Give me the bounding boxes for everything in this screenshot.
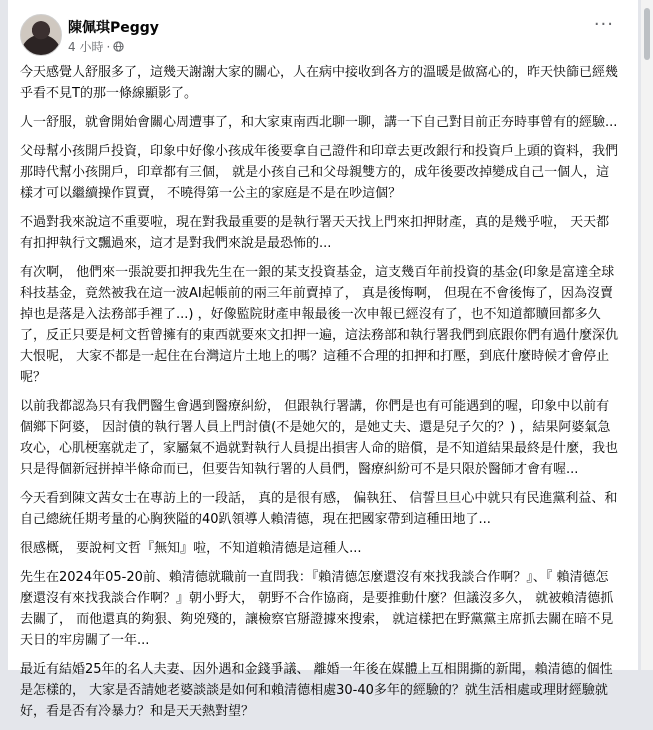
post-meta bbox=[68, 38, 124, 55]
post-time[interactable]: 4 小時 bbox=[68, 40, 104, 54]
post-paragraph: 今天感覺人舒服多了，這幾天謝謝大家的關心，人在病中接收到各方的溫暖是做窩心的，昨天快篩已經幾乎看不見T的那一條線顯影了。 bbox=[20, 65, 619, 101]
post-paragraph: 人一舒服，就會開始會關心周遭事了，和大家東南西北聊一聊，講一下自己對目前正夯時事曾有的經驗... bbox=[20, 115, 618, 130]
post-paragraph: 先生在2024年05-20前、賴清德就職前一直問我：『賴清德怎麼還沒有來找我談合作啊？』、『 賴清德怎麼還沒有來找我談合作啊？』朝小野大， 朝野不合作協商，是要推動什麼？但議沒多久， 就被賴清德抓去關了， 而他還真的夠狠、夠兇殘的，讓檢察官掰證據來搜索， 就這樣把在野黨黨主席抓去關在暗不見天日的牢房關了一年... bbox=[20, 570, 614, 648]
post-paragraph: 有次啊， 他們來一張說要扣押我先生在一銀的某支投資基金，這支幾百年前投資的基金(印象是富達全球科技基金，竟然被我在這一波AI起帳前的兩三年前賣掉了， 真是後悔啊， 但現在不會後悔了，因為沒賣掉也是落是入法務部手裡了...) ，好像監院財產申報最後一次申報已經沒有了，也不知道都贖回都多久了，反正只要是柯文哲曾擁有的東西就要來文扣押一遍，這法務部和執行署我們到底跟你們有過什麼深仇大恨呢， 大家不都是一起住在台灣這片土地上的嗎？這種不合理的扣押和打壓，到底什麼時候才會停止呢？ bbox=[20, 265, 619, 385]
post-paragraph: 今天看到陳文茜女士在專訪上的一段話， 真的是很有感， 偏執狂、 信誓旦旦心中就只有民進黨利益、和自己總統任期考量的心胸狹隘的40趴領導人賴清德，現在把國家帶到這種田地了... bbox=[20, 491, 618, 527]
post-paragraph: 不過對我來說這不重要啦，現在對我最重要的是執行署天天找上門來扣押財產，真的是幾乎啦， 天天都有扣押執行文飄過來，這才是對我們來說是最恐怖的... bbox=[20, 215, 610, 251]
more-options-icon[interactable]: ··· bbox=[593, 14, 614, 35]
post-card bbox=[8, 0, 638, 719]
post-paragraph: 父母幫小孩開戶投資，印象中好像小孩成年後要拿自己證件和印章去更改銀行和投資戶上頭的資料，我們那時代幫小孩開戶，印章都有三個， 就是小孩自己和父母親雙方的，成年後要改掉變成自己一個人，這樣才可以繼續操作買賣， 不曉得第一公主的家庭是不是在吵這個？ bbox=[20, 144, 619, 201]
post-body bbox=[20, 62, 618, 730]
post-paragraph: 很感概， 要說柯文哲『無知』啦，不知道賴清德是這種人... bbox=[20, 541, 362, 556]
scrollbar-thumb[interactable] bbox=[644, 8, 650, 60]
globe-icon[interactable] bbox=[113, 41, 124, 52]
author-name[interactable]: 陳佩琪Peggy bbox=[68, 20, 159, 36]
meta-separator: · bbox=[106, 39, 111, 54]
avatar[interactable] bbox=[20, 14, 62, 56]
post-paragraph: 最近有結婚25年的名人夫妻、因外遇和金錢爭議、 離婚一年後在媒體上互相開撕的新聞，賴清德的個性是怎樣的， 大家是否請她老婆談談是如何和賴清德相處30-40多年的經驗的？就生活相處或理財經驗就好，看是否有冷暴力？和是天天熱對望？ bbox=[20, 662, 613, 719]
post-paragraph: 以前我都認為只有我們醫生會遇到醫療糾紛， 但跟執行署講，你們是也有可能遇到的喔，印象中以前有個鄉下阿婆， 因討債的執行署人員上門討債(不是她欠的，是她丈夫、還是兒子欠的？) ，結果阿婆氣急攻心，心肌梗塞就走了，家屬氣不過就對執行人員提出損害人命的賠償，是不知道結果最終是什麼，我也只是得個新冠拼掉半條命而已，但要告知執行署的人員們，醫療糾紛可不是只限於醫師才會有喔... bbox=[20, 399, 619, 477]
scrollbar[interactable] bbox=[641, 0, 653, 670]
